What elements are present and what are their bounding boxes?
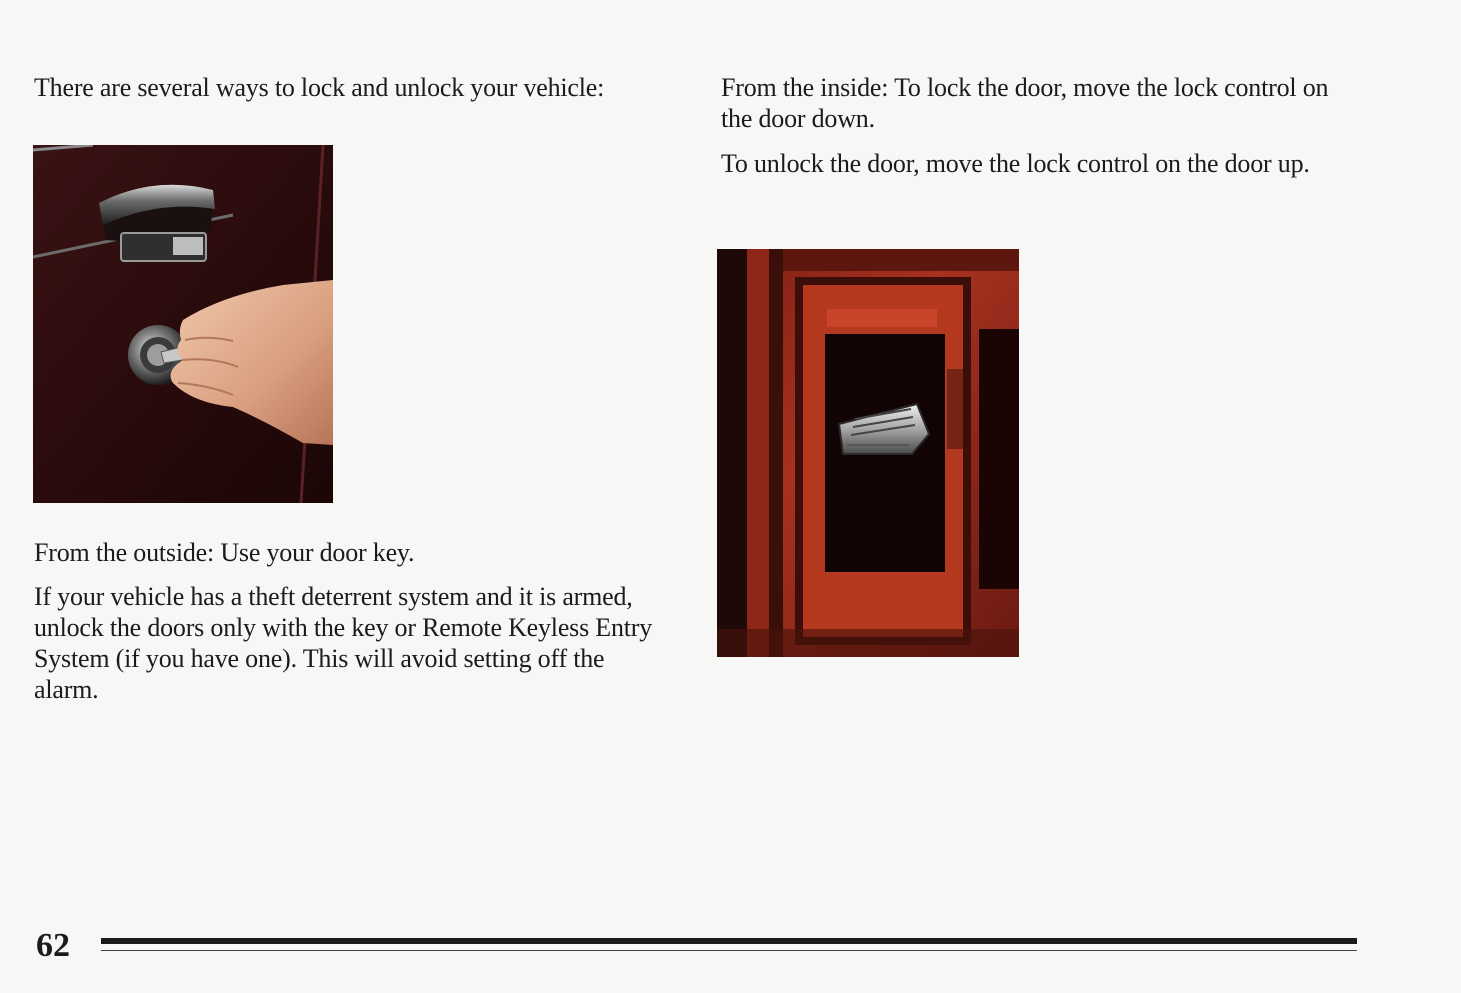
inside-lock-instruction-text: From the inside: To lock the door, move the lock control on the door down. [721,73,1329,133]
intro-text: There are several ways to lock and unlock your vehicle: [34,73,605,102]
outside-instruction-text: From the outside: Use your door key. [34,538,415,567]
page-number: 62 [36,927,70,964]
footer-rule-thick-line [101,938,1357,944]
footer-rule-thin-line [101,950,1357,951]
theft-deterrent-note: If your vehicle has a theft deterrent system and it is armed, unlock the doors only with the key or Remote Keyless Entry System (if you have one). This will avoid setting off the alarm. [34,582,653,704]
door-key-photo [33,145,333,503]
inside-unlock-instruction-text: To unlock the door, move the lock control on the door up. [721,149,1310,178]
footer-rule [101,935,1357,955]
door-lock-control-photo [717,249,1019,657]
